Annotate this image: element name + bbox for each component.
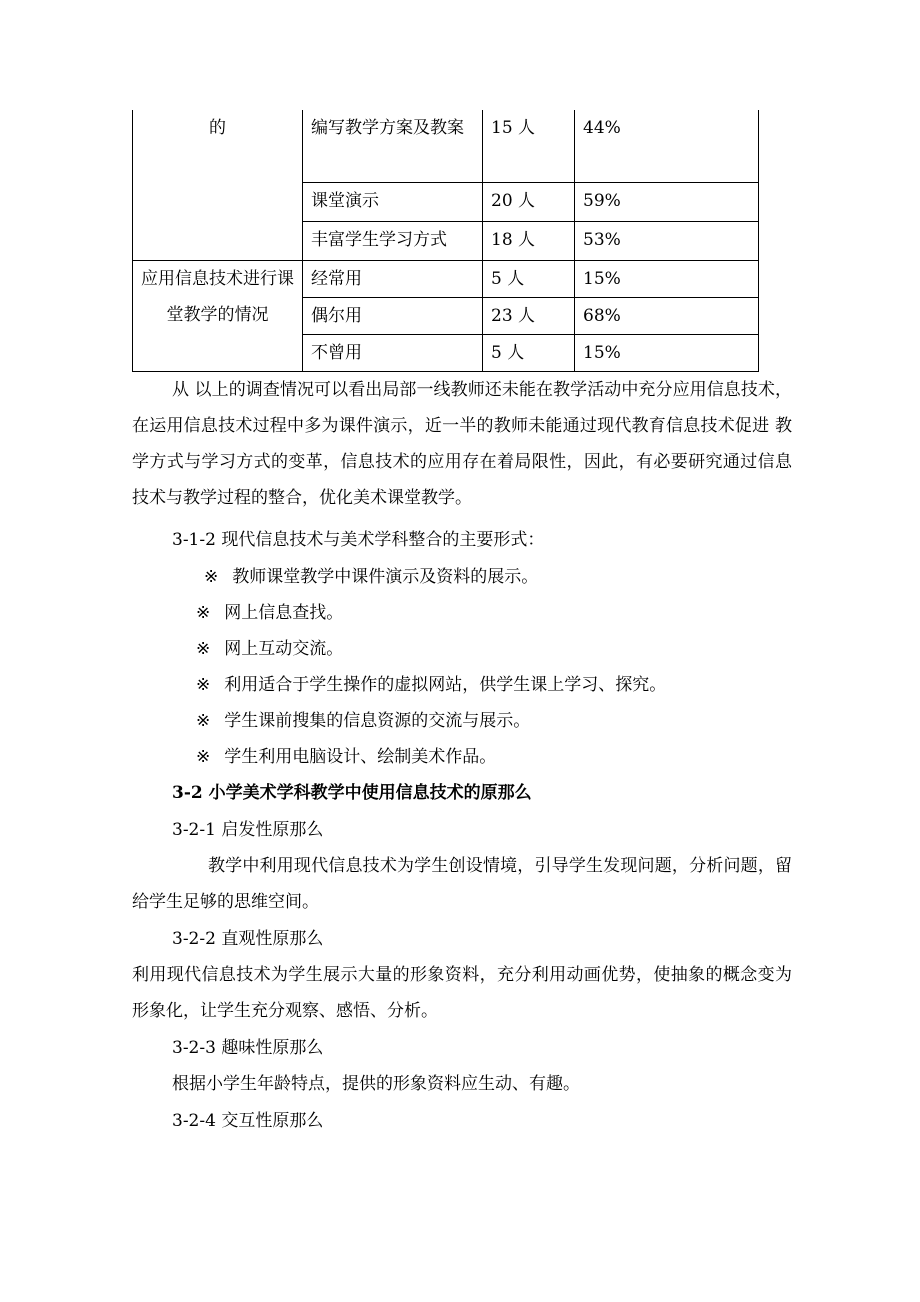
table-count-cell: 23 人 xyxy=(483,298,575,335)
table-category-cell: 应用信息技术进行课堂教学的情况 xyxy=(133,261,303,372)
table-count-cell: 15 人 xyxy=(483,110,575,183)
table-item-cell: 丰富学生学习方式 xyxy=(303,222,483,261)
bullet-item: ※ 教师课堂教学中课件演示及资料的展示。 xyxy=(204,567,539,587)
table-row xyxy=(133,110,759,183)
reference-mark-icon: ※ xyxy=(196,675,211,695)
table-item-cell: 经常用 xyxy=(303,261,483,298)
section-3-2-3-body: 根据小学生年龄特点，提供的形象资料应生动、有趣。 xyxy=(172,1074,580,1094)
survey-table xyxy=(132,110,759,372)
section-3-2-2-body: 利用现代信息技术为学生展示大量的形象资料，充分利用动画优势，使抽象的概念变为形象化，让学生充分观察、感悟、分析。 xyxy=(132,965,792,1021)
intro-paragraph: 从 以上的调查情况可以看出局部一线教师还未能在教学活动中充分应用信息技术，在运用信息技术过程中多为课件演示，近一半的教师未能通过现代教育信息技术促进 教学方式与学习方式的变革，信息技术的应用存在着局限性，因此，有必要研究通过信息技术与教学过程的整合，优化美术课堂教学。 xyxy=(132,380,792,508)
table-item-cell: 课堂演示 xyxy=(303,183,483,222)
table-item-cell: 编写教学方案及教案 xyxy=(303,110,483,183)
section-3-2-1-body: 教学中利用现代信息技术为学生创设情境，引导学生发现问题，分析问题，留给学生足够的思维空间。 xyxy=(132,856,792,912)
reference-mark-icon: ※ xyxy=(196,639,211,659)
table-count-cell: 5 人 xyxy=(483,261,575,298)
reference-mark-icon: ※ xyxy=(196,711,211,731)
table-row xyxy=(133,261,759,298)
section-3-2-3-heading: 3-2-3 趣味性原那么 xyxy=(172,1038,324,1058)
table-percent-cell: 15% xyxy=(575,335,759,372)
bullet-item: ※ 网上互动交流。 xyxy=(196,639,344,659)
section-3-2-4-heading: 3-2-4 交互性原那么 xyxy=(172,1111,324,1131)
bullet-item: ※ 学生课前搜集的信息资源的交流与展示。 xyxy=(196,711,531,731)
reference-mark-icon: ※ xyxy=(196,747,211,767)
table-count-cell: 18 人 xyxy=(483,222,575,261)
reference-mark-icon: ※ xyxy=(196,603,211,623)
table-item-cell: 不曾用 xyxy=(303,335,483,372)
section-3-1-2-heading: 3-1-2 现代信息技术与美术学科整合的主要形式： xyxy=(172,530,545,550)
section-3-2-2-heading: 3-2-2 直观性原那么 xyxy=(172,929,324,949)
section-3-2-heading: 3-2 小学美术学科教学中使用信息技术的原那么 xyxy=(172,783,532,803)
bullet-item: ※ 利用适合于学生操作的虚拟网站，供学生课上学习、探究。 xyxy=(196,675,667,695)
table-percent-cell: 59% xyxy=(575,183,759,222)
table-percent-cell: 53% xyxy=(575,222,759,261)
reference-mark-icon: ※ xyxy=(204,567,219,587)
table-count-cell: 5 人 xyxy=(483,335,575,372)
table-item-cell: 偶尔用 xyxy=(303,298,483,335)
bullet-item: ※ 网上信息查找。 xyxy=(196,603,344,623)
table-count-cell: 20 人 xyxy=(483,183,575,222)
table-percent-cell: 68% xyxy=(575,298,759,335)
table-percent-cell: 44% xyxy=(575,110,759,183)
section-3-2-1-heading: 3-2-1 启发性原那么 xyxy=(172,820,324,840)
table-category-cell: 的 xyxy=(133,110,303,261)
bullet-item: ※ 学生利用电脑设计、绘制美术作品。 xyxy=(196,747,497,767)
table-percent-cell: 15% xyxy=(575,261,759,298)
